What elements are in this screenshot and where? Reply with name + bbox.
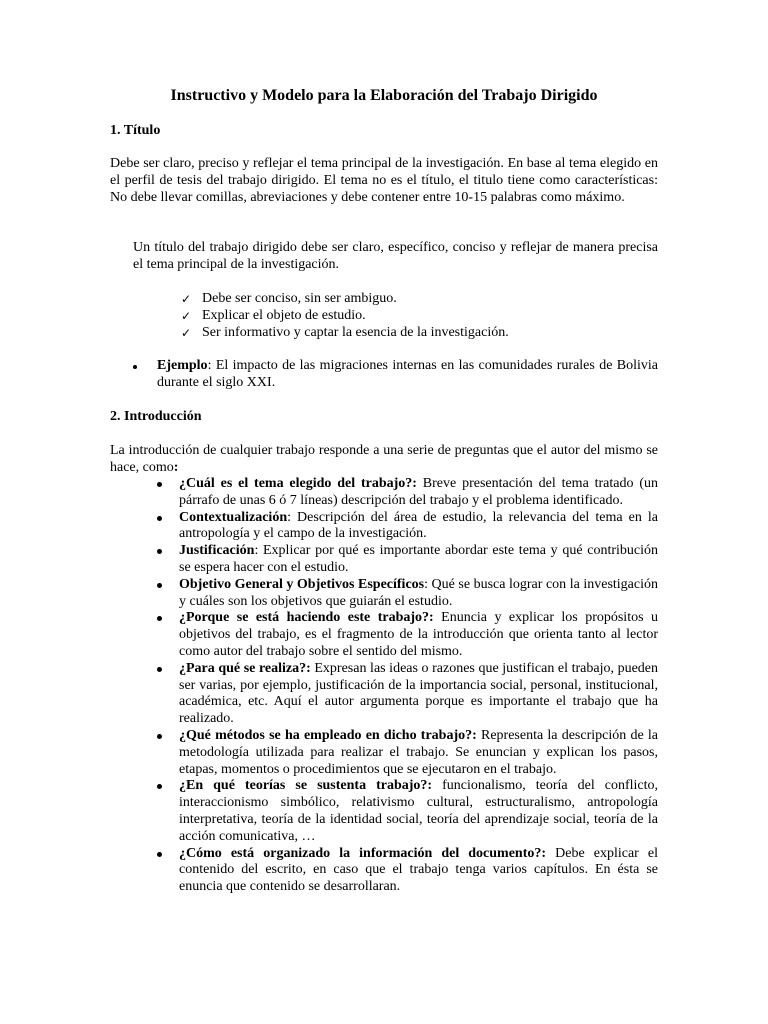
list-item xyxy=(157,610,658,660)
list-item xyxy=(157,661,658,728)
example-label: Ejemplo xyxy=(157,358,208,373)
list-item-label: Justificación xyxy=(179,543,255,559)
list-item-label: Contextualización xyxy=(179,509,288,525)
list-item xyxy=(157,577,658,611)
checklist-item xyxy=(181,291,658,308)
list-item-text: Expresan las ideas o razones que justifican el trabajo, pueden ser varias, por ejemplo, justificación de la importancia social, personal, institucional, académica, etc. Aquí el autor argumenta porque es importante el trabajo que ha realizado. xyxy=(179,660,658,727)
bullet-icon xyxy=(157,784,162,789)
list-item xyxy=(157,778,658,845)
checkmark-icon: ✓ xyxy=(181,292,192,306)
bullet-icon xyxy=(157,482,162,487)
paragraph-titulo: Debe ser claro, preciso y reflejar el tema principal de la investigación. En base al tema elegido en el perfil de tesis del trabajo dirigido. El tema no es el título, el titulo tiene como características: No debe llevar comillas, abreviaciones y debe contener entre 10-15 palabras como máximo. xyxy=(110,156,658,205)
checklist-item xyxy=(181,308,658,325)
list-item-text: Enuncia y explicar los propósitos u objetivos del trabajo, es el fragmento de la introducción que orienta tanto al lector como autor del trabajo sobre el sentido del mismo. xyxy=(179,610,658,659)
list-item-label: Objetivo General y Objetivos Específicos xyxy=(179,576,425,592)
list-item-label: ¿Cómo está organizado la información del documento?: xyxy=(179,845,547,861)
bullet-icon xyxy=(157,616,162,621)
bullet-icon xyxy=(157,516,162,521)
question-list xyxy=(157,476,658,896)
checklist xyxy=(181,291,658,341)
checklist-item-text: Debe ser conciso, sin ser ambiguo. xyxy=(202,291,397,306)
document-title: Instructivo y Modelo para la Elaboración del Trabajo Dirigido xyxy=(170,87,598,104)
paragraph-indented: Un título del trabajo dirigido debe ser claro, específico, conciso y reflejar de manera precisa el tema principal de la investigación. xyxy=(133,240,658,272)
list-item-label: ¿Qué métodos se ha empleado en dicho trabajo?: xyxy=(179,727,477,743)
list-item-label: ¿Para qué se realiza?: xyxy=(179,660,311,676)
list-item xyxy=(157,543,658,577)
list-item xyxy=(157,728,658,778)
checkmark-icon: ✓ xyxy=(181,308,192,323)
list-item-text: Representa la descripción de la metodología utilizada para realizar el trabajo. Se enuncian y explican los pasos, etapas, momentos o procedimientos que se ejecutaron en el trabajo. xyxy=(179,727,658,777)
list-item-text: funcionalismo, teoría del conflicto, interaccionismo simbólico, relativismo cultural, estructuralismo, antropología interpretativa, teoría de la identidad social, teoría del aprendizaje social, teoría de la acción comunicativa, … xyxy=(179,778,658,844)
list-item xyxy=(157,476,658,510)
checkmark-icon: ✓ xyxy=(181,325,192,340)
list-item-label: ¿Cuál es el tema elegido del trabajo?: xyxy=(179,476,417,491)
list-item-text: : Qué se busca lograr con la investigación y cuáles son los objetivos que guiarán el estudio. xyxy=(179,576,658,609)
checklist-item-text: Ser informativo y captar la esencia de la investigación. xyxy=(202,324,509,340)
section-heading-titulo: 1. Título xyxy=(110,123,161,138)
bullet-icon xyxy=(157,734,162,739)
example-text xyxy=(157,358,658,392)
list-item xyxy=(157,510,658,544)
list-item-text: Breve presentación del tema tratado (un párrafo de unas 6 ó 7 líneas) descripción del trabajo y el problema identificado. xyxy=(179,476,658,508)
intro-colon: : xyxy=(173,459,179,475)
list-item-text: Debe explicar el contenido del escrito, en caso que el trabajo tenga varios capítulos. En ésta se enuncia que contenido se desarrollaran. xyxy=(179,845,658,895)
section-heading-introduccion: 2. Introducción xyxy=(110,409,202,424)
bullet-icon xyxy=(157,852,162,857)
example-item xyxy=(133,358,658,392)
bullet-icon xyxy=(157,667,162,672)
bullet-icon xyxy=(157,549,162,554)
list-item-text: : Explicar por qué es importante abordar este tema y qué contribución se espera hacer con el estudio. xyxy=(179,543,658,575)
checklist-item xyxy=(181,325,658,342)
list-item-label: ¿Porque se está haciendo este trabajo?: xyxy=(179,610,434,626)
intro-text: La introducción de cualquier trabajo responde a una serie de preguntas que el autor del mismo se hace, como xyxy=(110,443,658,475)
bullet-icon xyxy=(157,583,162,588)
bullet-icon xyxy=(133,365,137,369)
example-body: : El impacto de las migraciones internas en las comunidades rurales de Bolivia durante el siglo XXI. xyxy=(157,358,658,390)
list-item-label: ¿En qué teorías se sustenta trabajo?: xyxy=(179,778,433,794)
checklist-item-text: Explicar el objeto de estudio. xyxy=(202,307,366,323)
list-item xyxy=(157,846,658,896)
list-item-text: : Descripción del área de estudio, la relevancia del tema en la antropología y el campo de la investigación. xyxy=(179,509,658,542)
paragraph-introduccion xyxy=(110,443,658,477)
